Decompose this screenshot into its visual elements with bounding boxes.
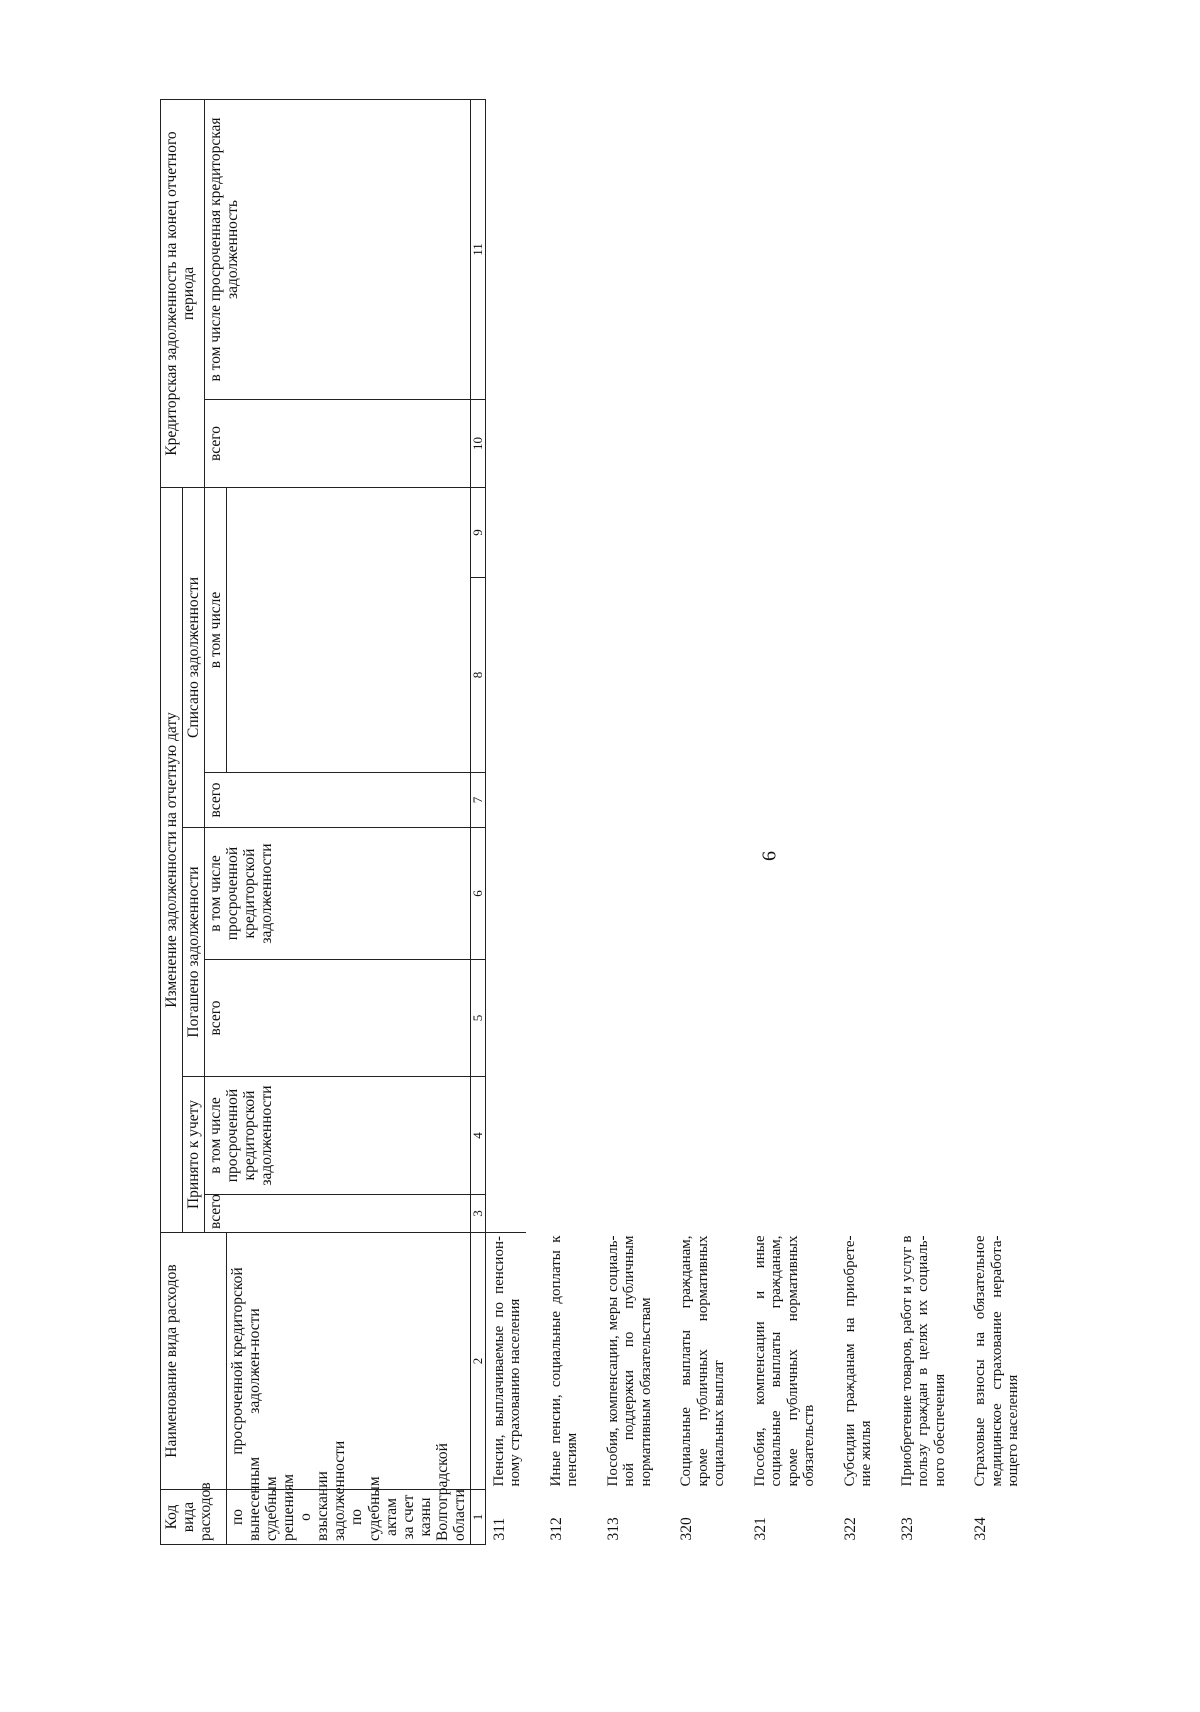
header-court-acts: по вынесенным судебным решениям о взыскании задолженности по судебным актам за счет казны Волгоградской области [227,1490,471,1545]
header-name: Наименование вида расходов [161,1233,227,1490]
empty-cells [877,99,951,1232]
row-name: Иные пенсии, социальные доплаты к пенсиям [547,1235,581,1487]
column-number: 6 [470,828,485,960]
empty-cells [730,99,820,1232]
row-name: Субсидии гражданам на приобрете-ние жилья [841,1235,875,1487]
header-change-group: Изменение задолженности на отчетную дату [161,488,183,1233]
row-code: 323 [898,1517,916,1541]
empty-cells [656,99,730,1232]
column-numbers-row [470,99,485,1544]
header-end-total: всего [205,400,471,488]
row-name: Приобретение товаров, работ и услуг в пользу граждан в целях их социаль-ного обеспечения [898,1235,948,1487]
header-accepted-overdue: в том числе просроченной кредиторской задолженности [205,1077,471,1195]
table-row [656,99,730,1544]
header-repaid-overdue: в том числе просроченной кредиторской задолженности [205,828,471,960]
column-number: 5 [470,960,485,1077]
header-written-off: Списано задолженности [183,488,205,828]
column-number: 3 [470,1195,485,1233]
empty-cell [485,1195,526,1233]
table-row [526,99,583,1544]
header-end-overdue: в том числе просроченная кредиторская задолженность [205,99,471,399]
table-row [877,99,951,1544]
page-number: 6 [758,851,781,861]
empty-cells [485,99,526,1194]
row-name: Пособия, компенсации и иные социальные выплаты гражданам, кроме публичных нормативных обязательств [751,1235,818,1487]
column-number: 9 [470,488,485,578]
row-name: Пенсии, выплачиваемые по пенсион-ному страхованию населения [490,1236,524,1487]
row-code: 311 [490,1517,508,1541]
table-row [730,99,820,1544]
table-row [820,99,877,1544]
row-code: 320 [678,1517,696,1541]
column-number: 10 [470,400,485,488]
row-name: Пособия, компенсации, меры социаль-ной поддержки по публичным нормативным обязательствам [604,1235,654,1487]
header-repaid: Погашено задолженности [183,828,205,1077]
column-number: 4 [470,1077,485,1195]
row-code: 313 [604,1517,622,1541]
column-number: 1 [470,1490,485,1545]
column-number: 8 [470,578,485,773]
empty-cells [820,99,877,1232]
empty-cells [950,99,1024,1232]
header-repaid-total: всего [205,960,471,1077]
header-row-1 [161,99,183,1544]
table-row [485,99,526,1544]
header-overdue-writeoff: просроченной кредиторской задолжен-ности [227,1233,471,1490]
header-code: Код вида расходов [161,1490,227,1545]
row-name: Социальные выплаты гражданам, кроме публичных нормативных социальных выплат [678,1235,728,1487]
column-number: 2 [470,1233,485,1490]
accounts-payable-table [160,99,1024,1545]
row-code: 322 [841,1517,859,1541]
rotated-table-frame [160,100,1022,1545]
header-accepted: Принято к учету [183,1077,205,1233]
header-written-off-total: всего [205,773,471,828]
header-in-that-number: в том числе [205,488,227,773]
row-code: 321 [751,1517,769,1541]
header-accepted-total: всего [205,1195,471,1233]
empty-cells [583,99,657,1232]
row-code: 312 [547,1517,565,1541]
row-name: Страховые взносы на обязательное медицинское страхование неработа-ющего населения [972,1235,1022,1487]
empty-cells [526,99,583,1232]
table-row [583,99,657,1544]
column-number: 7 [470,773,485,828]
table-row [950,99,1024,1544]
row-code: 324 [972,1517,990,1541]
header-end-period: Кредиторская задолженность на конец отчетного периода [161,99,205,487]
column-number: 11 [470,99,485,399]
